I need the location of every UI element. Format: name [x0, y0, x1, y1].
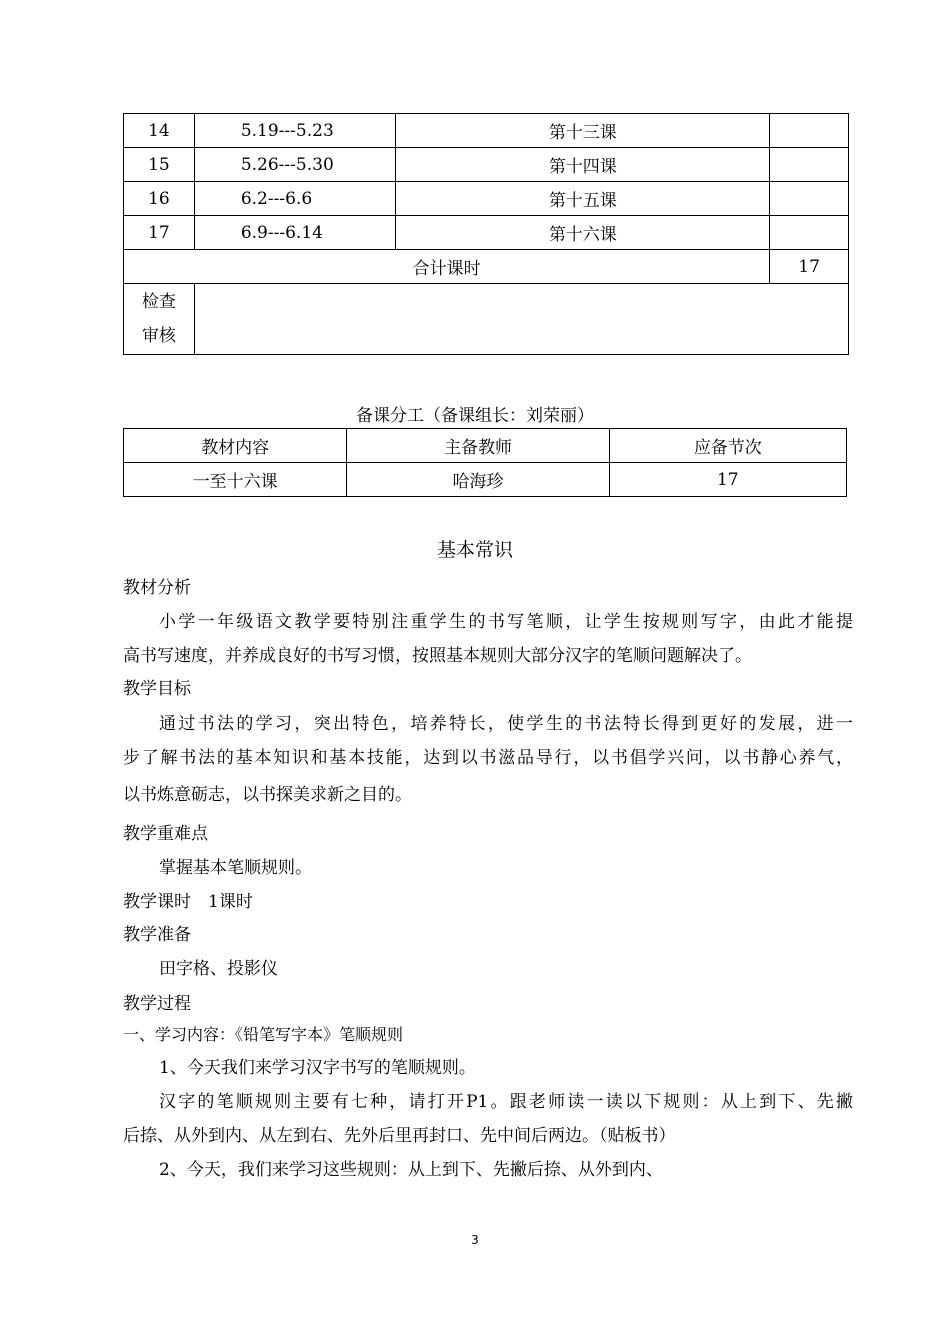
table-row — [124, 216, 849, 250]
review-label-line1: 检查 — [141, 292, 176, 312]
review-label — [124, 284, 195, 355]
lesson-name: 第十三课 — [396, 114, 770, 148]
goal-line: 以书炼意砺志，以书探美求新之目的。 — [123, 785, 412, 805]
key-points-heading: 教学重难点 — [123, 824, 208, 844]
division-title: 备课分工（备课组长：刘荣丽） — [356, 406, 594, 426]
table-row — [124, 463, 847, 497]
rules-line: 后捺、从外到内、从左到右、先外后里再封口、先中间后两边。（贴板书） — [123, 1126, 676, 1146]
analysis-line: 高书写速度，并养成良好的书写习惯，按照基本规则大部分汉字的笔顺问题解决了。 — [123, 646, 752, 666]
table-row — [124, 114, 849, 148]
step-line: 1、今天我们来学习汉字书写的笔顺规则。 — [159, 1058, 476, 1078]
week-number: 15 — [124, 148, 195, 182]
note-cell — [770, 216, 849, 250]
step-heading: 一、学习内容：《铅笔写字本》笔顺规则 — [123, 1025, 404, 1044]
table-cell: 哈海珍 — [347, 463, 609, 497]
table-row — [124, 182, 849, 216]
rules-line: 汉字的笔顺规则主要有七种，请打开P1。跟老师读一读以下规则：从上到下、先撇 — [159, 1092, 853, 1112]
date-range: 6.2---6.6 — [194, 182, 396, 216]
goal-heading: 教学目标 — [123, 679, 191, 699]
table-row — [124, 148, 849, 182]
note-cell — [770, 182, 849, 216]
page-number: 3 — [471, 1233, 479, 1247]
lesson-name: 第十六课 — [396, 216, 770, 250]
lesson-name: 第十四课 — [396, 148, 770, 182]
table-cell: 17 — [609, 463, 846, 497]
date-range: 5.26---5.30 — [194, 148, 396, 182]
total-row — [124, 250, 849, 284]
total-label: 合计课时 — [124, 250, 770, 284]
review-label-line2: 审核 — [141, 326, 176, 346]
step-line: 2、今天，我们来学习这些规则：从上到下、先撇后捺、从外到内、 — [159, 1160, 663, 1180]
column-header: 主备教师 — [347, 429, 609, 463]
column-header: 教材内容 — [124, 429, 347, 463]
week-number: 14 — [124, 114, 195, 148]
lesson-schedule-table — [123, 113, 849, 355]
division-table — [123, 428, 847, 497]
lesson-title: 基本常识 — [436, 539, 513, 561]
total-value: 17 — [770, 250, 849, 284]
analysis-heading: 教材分析 — [123, 578, 191, 598]
note-cell — [770, 148, 849, 182]
table-header-row — [124, 429, 847, 463]
review-value — [194, 284, 848, 355]
preparation-text: 田字格、投影仪 — [159, 959, 278, 979]
date-range: 5.19---5.23 — [194, 114, 396, 148]
lesson-name: 第十五课 — [396, 182, 770, 216]
process-heading: 教学过程 — [123, 994, 191, 1014]
week-number: 17 — [124, 216, 195, 250]
goal-line: 通过书法的学习，突出特色，培养特长，使学生的书法特长得到更好的发展，进一 — [159, 714, 853, 734]
column-header: 应备节次 — [609, 429, 846, 463]
table-cell: 一至十六课 — [124, 463, 347, 497]
goal-line: 步了解书法的基本知识和基本技能，达到以书滋品导行，以书倡学兴问，以书静心养气， — [123, 748, 853, 768]
date-range: 6.9---6.14 — [194, 216, 396, 250]
key-points-text: 掌握基本笔顺规则。 — [159, 858, 312, 878]
preparation-heading: 教学准备 — [123, 925, 191, 945]
class-hours: 教学课时 1课时 — [123, 892, 253, 912]
analysis-line: 小学一年级语文教学要特别注重学生的书写笔顺，让学生按规则写字，由此才能提 — [159, 612, 853, 632]
week-number: 16 — [124, 182, 195, 216]
note-cell — [770, 114, 849, 148]
review-row — [124, 284, 849, 355]
